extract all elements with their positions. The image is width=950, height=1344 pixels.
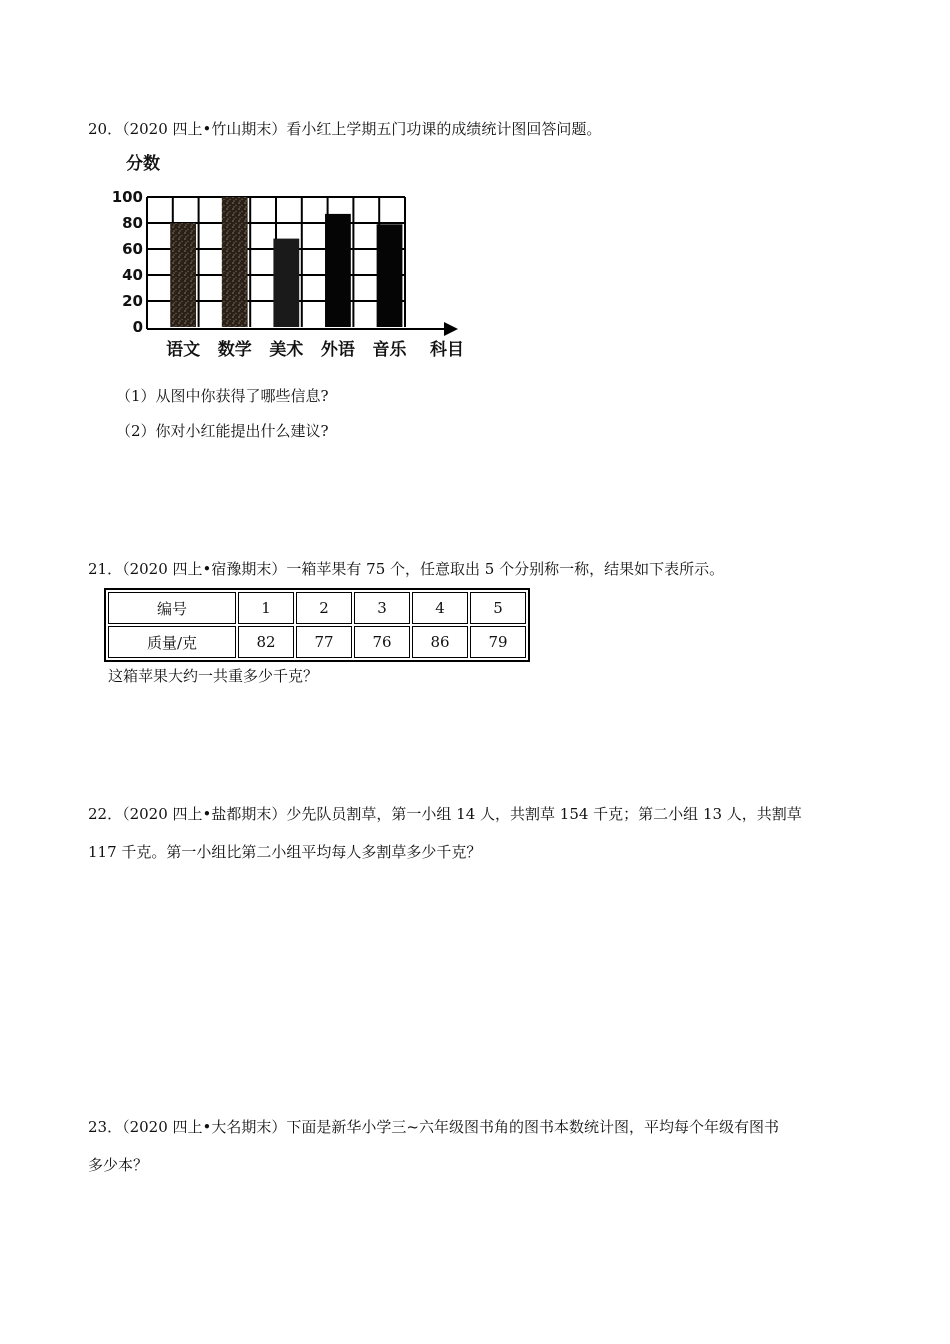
question-22-line2: 117 千克。第一小组比第二小组平均每人多割草多少千克？ — [88, 843, 482, 861]
table-cell: 77 — [296, 626, 352, 658]
score-bar-chart — [100, 148, 480, 363]
question-23-line1: 23．（2020 四上•大名期末）下面是新华小学三~六年级图书角的图书本数统计图，平均每个年级有图书 — [88, 1118, 779, 1136]
table-cell: 82 — [238, 626, 294, 658]
y-tick-label: 0 — [132, 318, 143, 336]
question-22-line1: 22．（2020 四上•盐都期末）少先队员割草，第一小组 14 人，共割草 154 千克；第二小组 13 人，共割草 — [88, 805, 802, 823]
table-header-weight: 质量/克 — [108, 626, 236, 658]
bar-2 — [273, 239, 299, 327]
bar-4 — [377, 224, 403, 327]
y-tick-label: 20 — [122, 292, 143, 310]
table-cell: 3 — [354, 592, 410, 624]
bar-1 — [222, 197, 248, 327]
table-cell: 86 — [412, 626, 468, 658]
y-tick-label: 80 — [122, 214, 143, 232]
question-20-sub2: （2）你对小红能提出什么建议? — [116, 422, 329, 440]
table-cell: 1 — [238, 592, 294, 624]
table-cell: 4 — [412, 592, 468, 624]
x-category-label: 数学 — [217, 340, 252, 360]
table-row — [108, 626, 526, 658]
table-cell: 2 — [296, 592, 352, 624]
table-cell: 76 — [354, 626, 410, 658]
question-20-sub1: （1）从图中你获得了哪些信息? — [116, 387, 329, 405]
table-cell: 79 — [470, 626, 526, 658]
y-axis-label: 分数 — [126, 154, 160, 174]
question-21-question: 这箱苹果大约一共重多少千克？ — [108, 667, 319, 685]
x-category-label: 外语 — [320, 340, 355, 360]
question-21-text: 21．（2020 四上•宿豫期末）一箱苹果有 75 个，任意取出 5 个分别称一称，结果如下表所示。 — [88, 560, 725, 578]
question-23-line2: 多少本？ — [88, 1156, 149, 1174]
x-category-label: 语文 — [166, 340, 201, 360]
y-tick-label: 100 — [111, 188, 143, 206]
table-row — [108, 592, 526, 624]
x-category-label: 音乐 — [372, 340, 407, 360]
x-axis-label: 科目 — [430, 340, 464, 360]
question-20-text: 20．（2020 四上•竹山期末）看小红上学期五门功课的成绩统计图回答问题。 — [88, 120, 602, 138]
table-header-id: 编号 — [108, 592, 236, 624]
apple-weight-table — [104, 588, 530, 662]
table-cell: 5 — [470, 592, 526, 624]
x-axis-arrow — [444, 322, 458, 336]
x-category-label: 美术 — [269, 340, 304, 360]
y-tick-label: 60 — [122, 240, 143, 258]
bar-3 — [325, 214, 351, 327]
y-tick-label: 40 — [122, 266, 143, 284]
bar-0 — [170, 223, 196, 327]
